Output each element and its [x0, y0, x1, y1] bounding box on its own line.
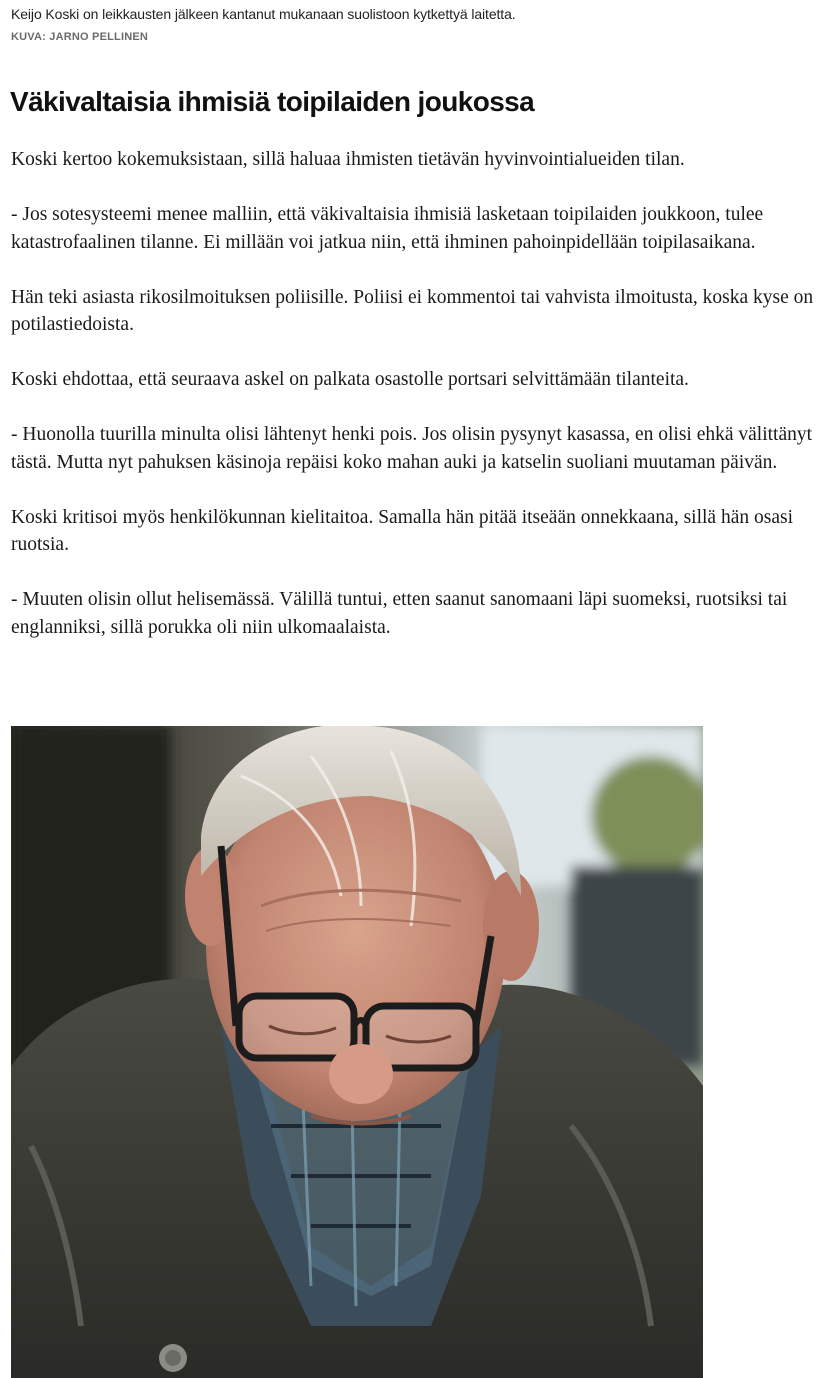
paragraph: - Muuten olisin ollut helisemässä. Välillä tuntui, etten saanut sanomaani läpi suomeksi, ruotsiksi tai englanniksi, sillä porukka oli niin ulkomaalaista.	[11, 589, 788, 638]
photo-illustration	[11, 726, 703, 1378]
photo-caption: Keijo Koski on leikkausten jälkeen kantanut mukanaan suolistoon kytkettyä laitetta.	[11, 6, 516, 22]
article-body	[11, 146, 821, 669]
paragraph: Hän teki asiasta rikosilmoituksen poliisille. Poliisi ei kommentoi tai vahvista ilmoitusta, koska kyse on potilastiedoista.	[11, 286, 814, 335]
paragraph: - Huonolla tuurilla minulta olisi lähtenyt henki pois. Jos olisin pysynyt kasassa, en olisi ehkä välittänyt tästä. Mutta nyt pahuksen käsinoja repäisi koko mahan auki ja katselin suoliani muutaman päivän.	[11, 424, 813, 473]
paragraph: Koski ehdottaa, että seuraava askel on palkata osastolle portsari selvittämään tilanteita.	[11, 369, 689, 390]
article-photo	[11, 726, 703, 1378]
paragraph: Koski kritisoi myös henkilökunnan kielitaitoa. Samalla hän pitää itseään onnekkaana, sillä hän osasi ruotsia.	[11, 506, 793, 555]
section-heading: Väkivaltaisia ihmisiä toipilaiden joukossa	[10, 86, 535, 117]
paragraph: Koski kertoo kokemuksistaan, sillä haluaa ihmisten tietävän hyvinvointialueiden tilan.	[11, 149, 685, 170]
paragraph: - Jos sotesysteemi menee malliin, että väkivaltaisia ihmisiä lasketaan toipilaiden joukkoon, tulee katastrofaalinen tilanne. Ei millään voi jatkua niin, että ihminen pahoinpidellään toipilasaikana.	[11, 204, 764, 253]
photo-credit: KUVA: JARNO PELLINEN	[11, 31, 149, 43]
